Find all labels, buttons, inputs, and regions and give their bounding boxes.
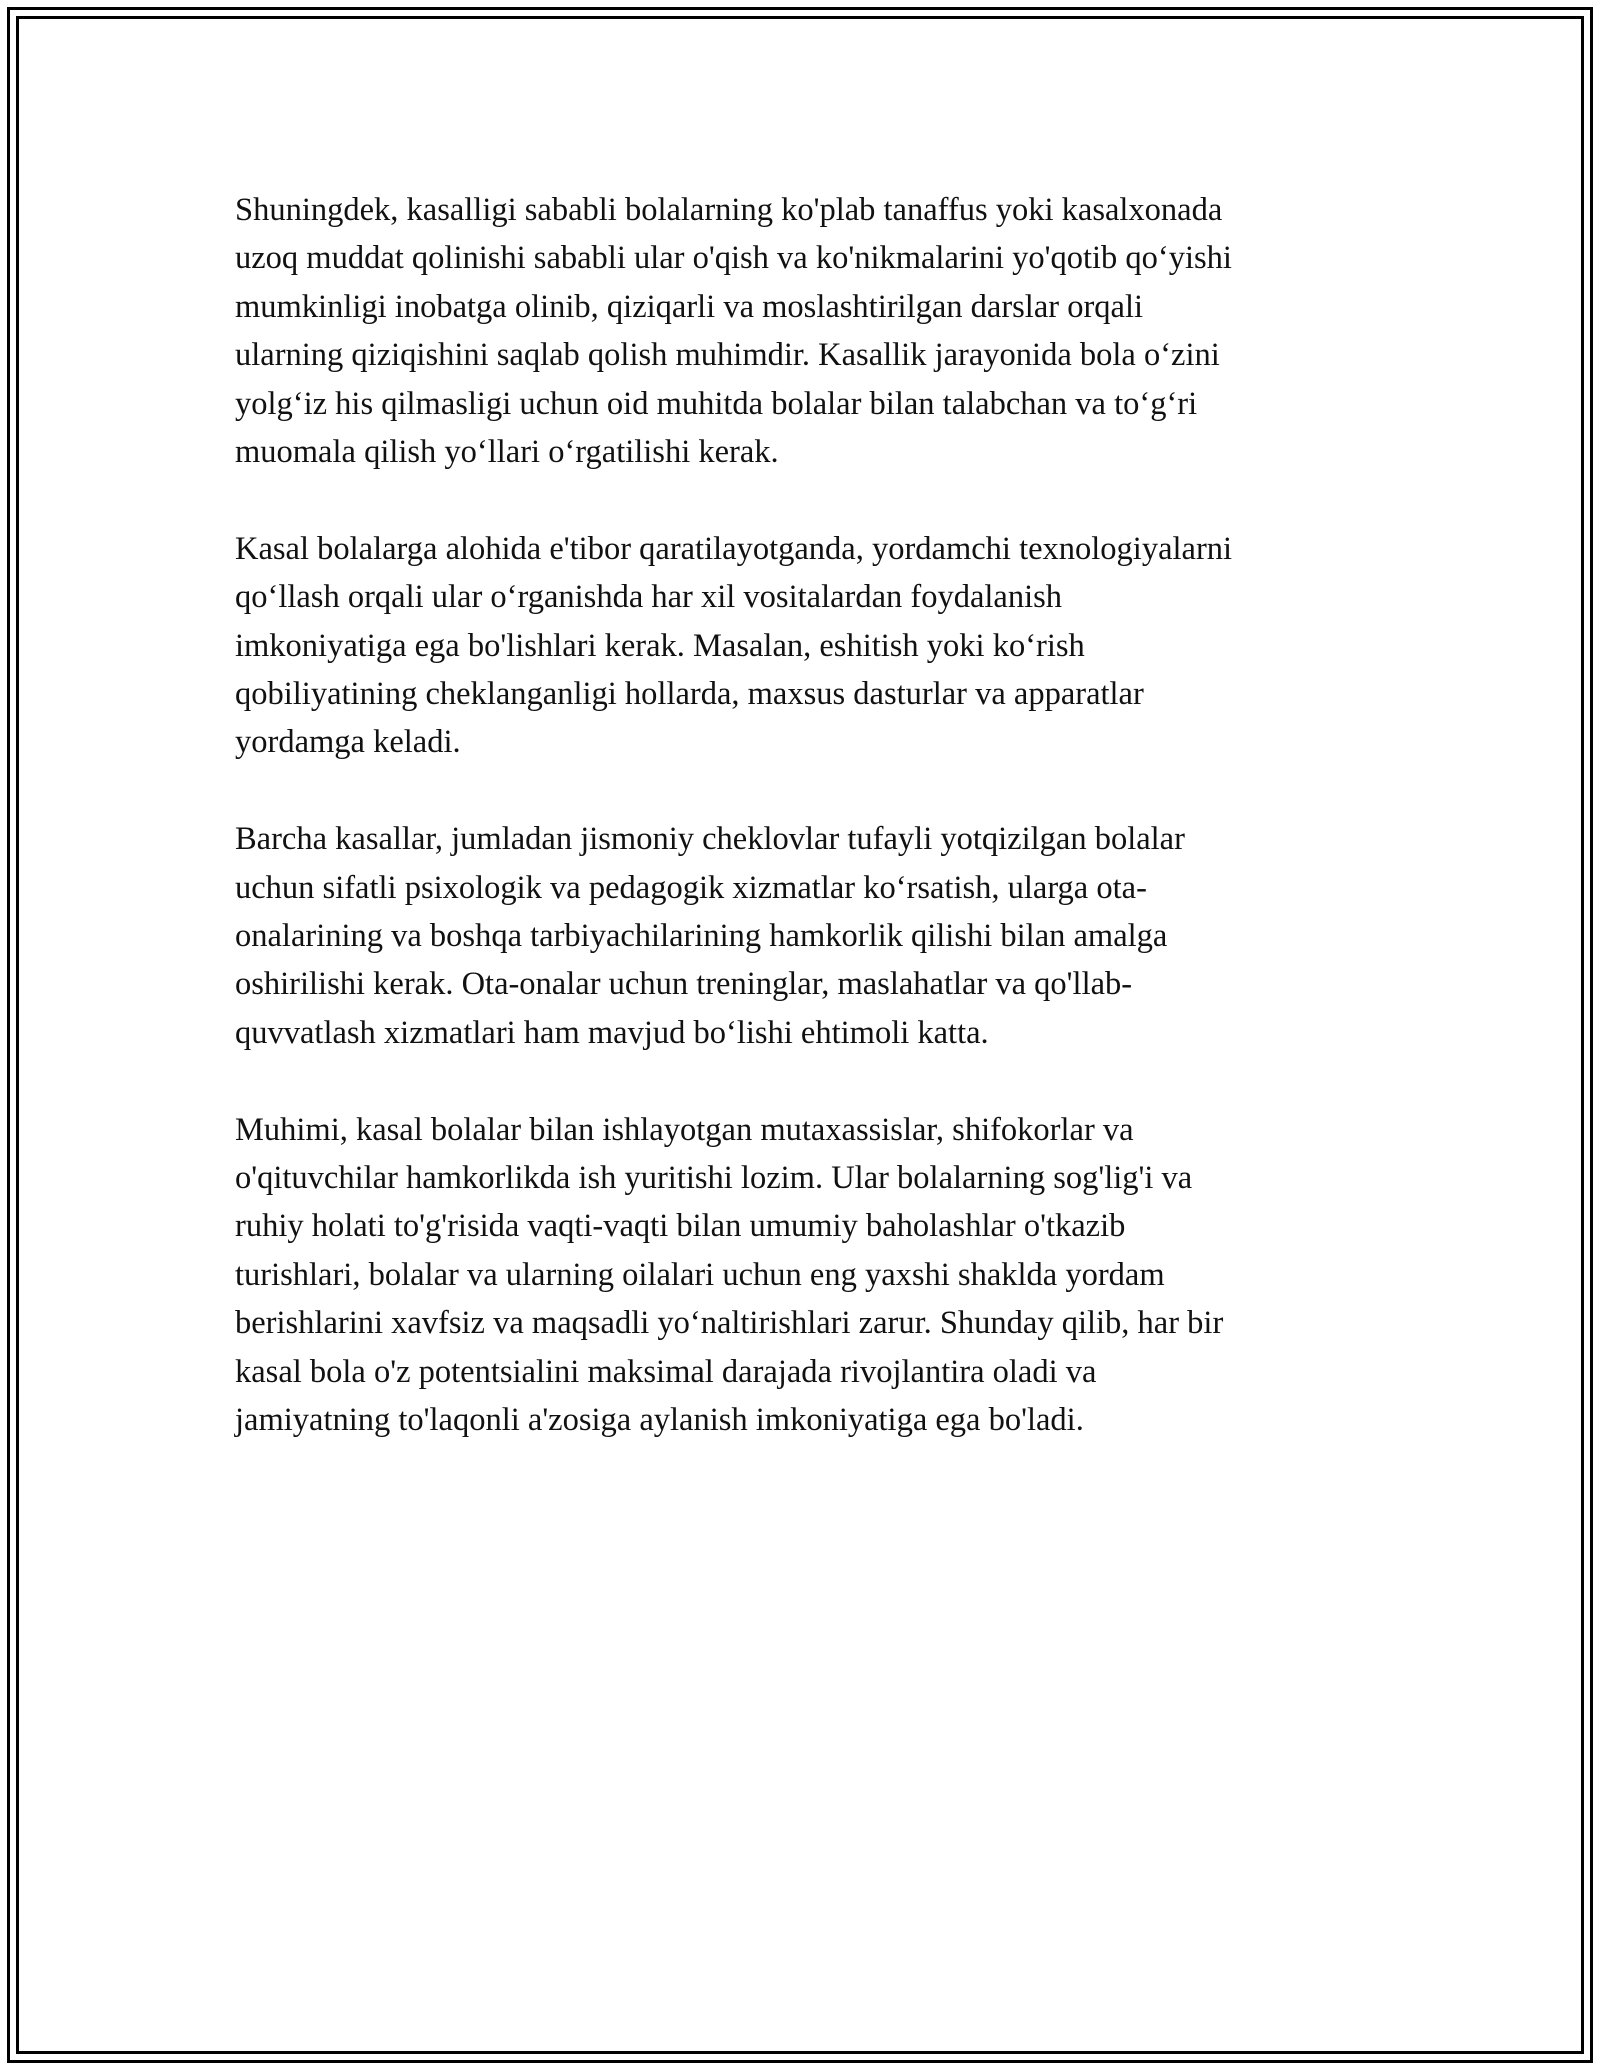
paragraph-line: Kasal bolalarga alohida e'tibor qaratilayotganda, yordamchi texnologiyalarni	[235, 530, 1233, 567]
paragraph-line: yolg‘iz his qilmasligi uchun oid muhitda bolalar bilan talabchan va to‘g‘ri	[235, 385, 1198, 422]
paragraph-2	[235, 525, 1375, 767]
paragraph-line: muomala qilish yo‘llari o‘rgatilishi kerak.	[235, 434, 779, 471]
document-body	[235, 186, 1375, 1493]
paragraph-line: onalarining va boshqa tarbiyachilarining hamkorlik qilishi bilan amalga	[235, 918, 1168, 955]
paragraph-line: Shuningdek, kasalligi sababli bolalarning ko'plab tanaffus yoki kasalxonada	[235, 192, 1223, 228]
paragraph-line: ruhiy holati to'g'risida vaqti-vaqti bilan umumiy baholashlar o'tkazib	[235, 1208, 1126, 1245]
paragraph-4	[235, 1106, 1375, 1445]
paragraph-line: Muhimi, kasal bolalar bilan ishlayotgan mutaxassislar, shifokorlar va	[235, 1111, 1134, 1148]
paragraph-line: oshirilishi kerak. Ota-onalar uchun treninglar, maslahatlar va qo'llab-	[235, 966, 1133, 1003]
paragraph-line: mumkinligi inobatga olinib, qiziqarli va moslashtirilgan darslar orqali	[235, 288, 1144, 325]
paragraph-line: qobiliyatining cheklanganligi hollarda, maxsus dasturlar va apparatlar	[235, 676, 1144, 713]
paragraph-line: uchun sifatli psixologik va pedagogik xizmatlar ko‘rsatish, ularga ota-	[235, 869, 1147, 906]
paragraph-line: kasal bola o'z potentsialini maksimal darajada rivojlantira oladi va	[235, 1353, 1097, 1390]
paragraph-line: qo‘llash orqali ular o‘rganishda har xil vositalardan foydalanish	[235, 579, 1063, 616]
paragraph-line: Barcha kasallar, jumladan jismoniy cheklovlar tufayli yotqizilgan bolalar	[235, 821, 1185, 858]
paragraph-line: uzoq muddat qolinishi sababli ular o'qish va ko'nikmalarini yo'qotib qo‘yishi	[235, 240, 1232, 277]
paragraph-line: jamiyatning to'laqonli a'zosiga aylanish imkoniyatiga ega bo'ladi.	[235, 1402, 1084, 1439]
paragraph-line: turishlari, bolalar va ularning oilalari uchun eng yaxshi shaklda yordam	[235, 1256, 1165, 1293]
paragraph-3	[235, 815, 1375, 1057]
paragraph-line: imkoniyatiga ega bo'lishlari kerak. Masalan, eshitish yoki ko‘rish	[235, 627, 1085, 664]
paragraph-line: o'qituvchilar hamkorlikda ish yuritishi lozim. Ular bolalarning sog'lig'i va	[235, 1160, 1193, 1197]
paragraph-line: ularning qiziqishini saqlab qolish muhimdir. Kasallik jarayonida bola o‘zini	[235, 337, 1220, 374]
paragraph-1	[235, 186, 1375, 476]
paragraph-line: berishlarini xavfsiz va maqsadli yo‘naltirishlari zarur. Shunday qilib, har bir	[235, 1305, 1224, 1342]
paragraph-line: yordamga keladi.	[235, 724, 461, 761]
paragraph-line: quvvatlash xizmatlari ham mavjud bo‘lishi ehtimoli katta.	[235, 1014, 989, 1051]
